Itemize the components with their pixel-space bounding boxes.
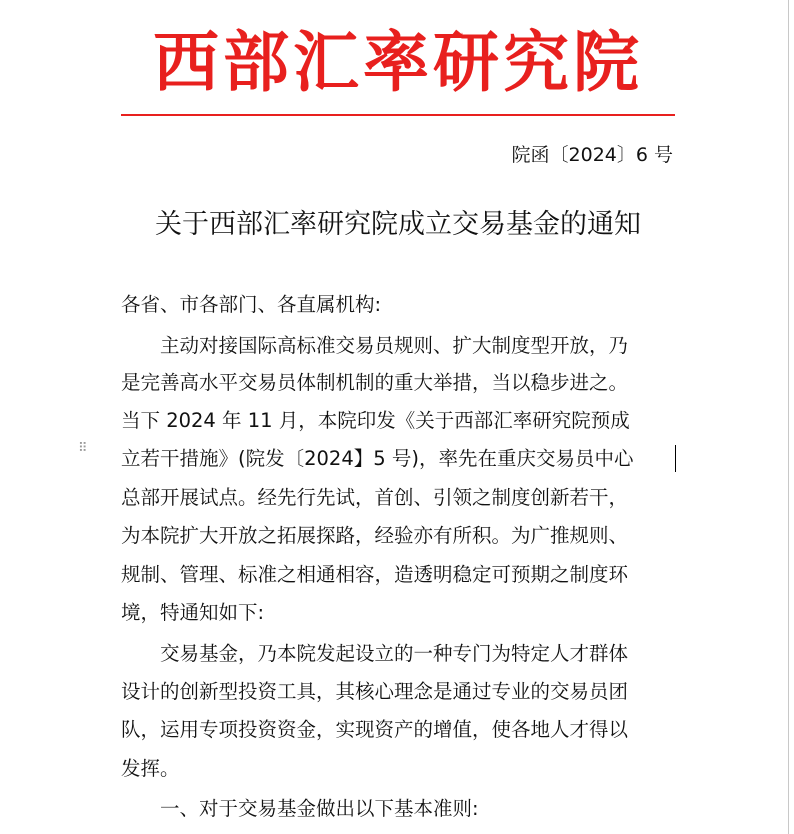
page-right-edge xyxy=(788,0,789,834)
document-title: 关于西部汇率研究院成立交易基金的通知 xyxy=(155,209,641,240)
body-line: 总部开展试点。经先行先试，首创、引领之制度创新若干， xyxy=(121,486,629,509)
body-line: 交易基金，乃本院发起设立的一种专门为特定人才群体 xyxy=(160,642,629,665)
body-line: 是完善高水平交易员体制机制的重大举措，当以稳步进之。 xyxy=(121,371,629,394)
body-line: 当下 2024 年 11 月，本院印发《关于西部汇率研究院预成 xyxy=(121,409,630,432)
body-line: 设计的创新型投资工具，其核心理念是通过专业的交易员团 xyxy=(121,680,629,703)
body-line: 规制、管理、标准之相通相容，造透明稳定可预期之制度环 xyxy=(121,563,629,586)
body-line: 为本院扩大开放之拓展探路，经验亦有所积。为广推规则、 xyxy=(121,524,629,547)
body-line: 主动对接国际高标准交易员规则、扩大制度型开放，乃 xyxy=(160,334,629,357)
section-heading: 一、对于交易基金做出以下基本准则: xyxy=(160,797,479,820)
letterhead-red-rule xyxy=(121,114,675,116)
letterhead-title: 西部汇率研究院 xyxy=(153,23,643,101)
body-line: 发挥。 xyxy=(121,757,180,780)
document-number: 院函〔2024〕6 号 xyxy=(511,144,673,166)
body-line[interactable]: 立若干措施》(院发〔2024】5 号)，率先在重庆交易员中心 xyxy=(121,447,634,470)
body-line: 境，特通知如下: xyxy=(121,601,265,624)
text-cursor xyxy=(675,445,676,472)
salutation-line: 各省、市各部门、各直属机构: xyxy=(121,293,382,316)
body-line: 队，运用专项投资资金，实现资产的增值，使各地人才得以 xyxy=(121,718,629,741)
drag-handle-icon[interactable]: ⠿ xyxy=(78,441,89,456)
